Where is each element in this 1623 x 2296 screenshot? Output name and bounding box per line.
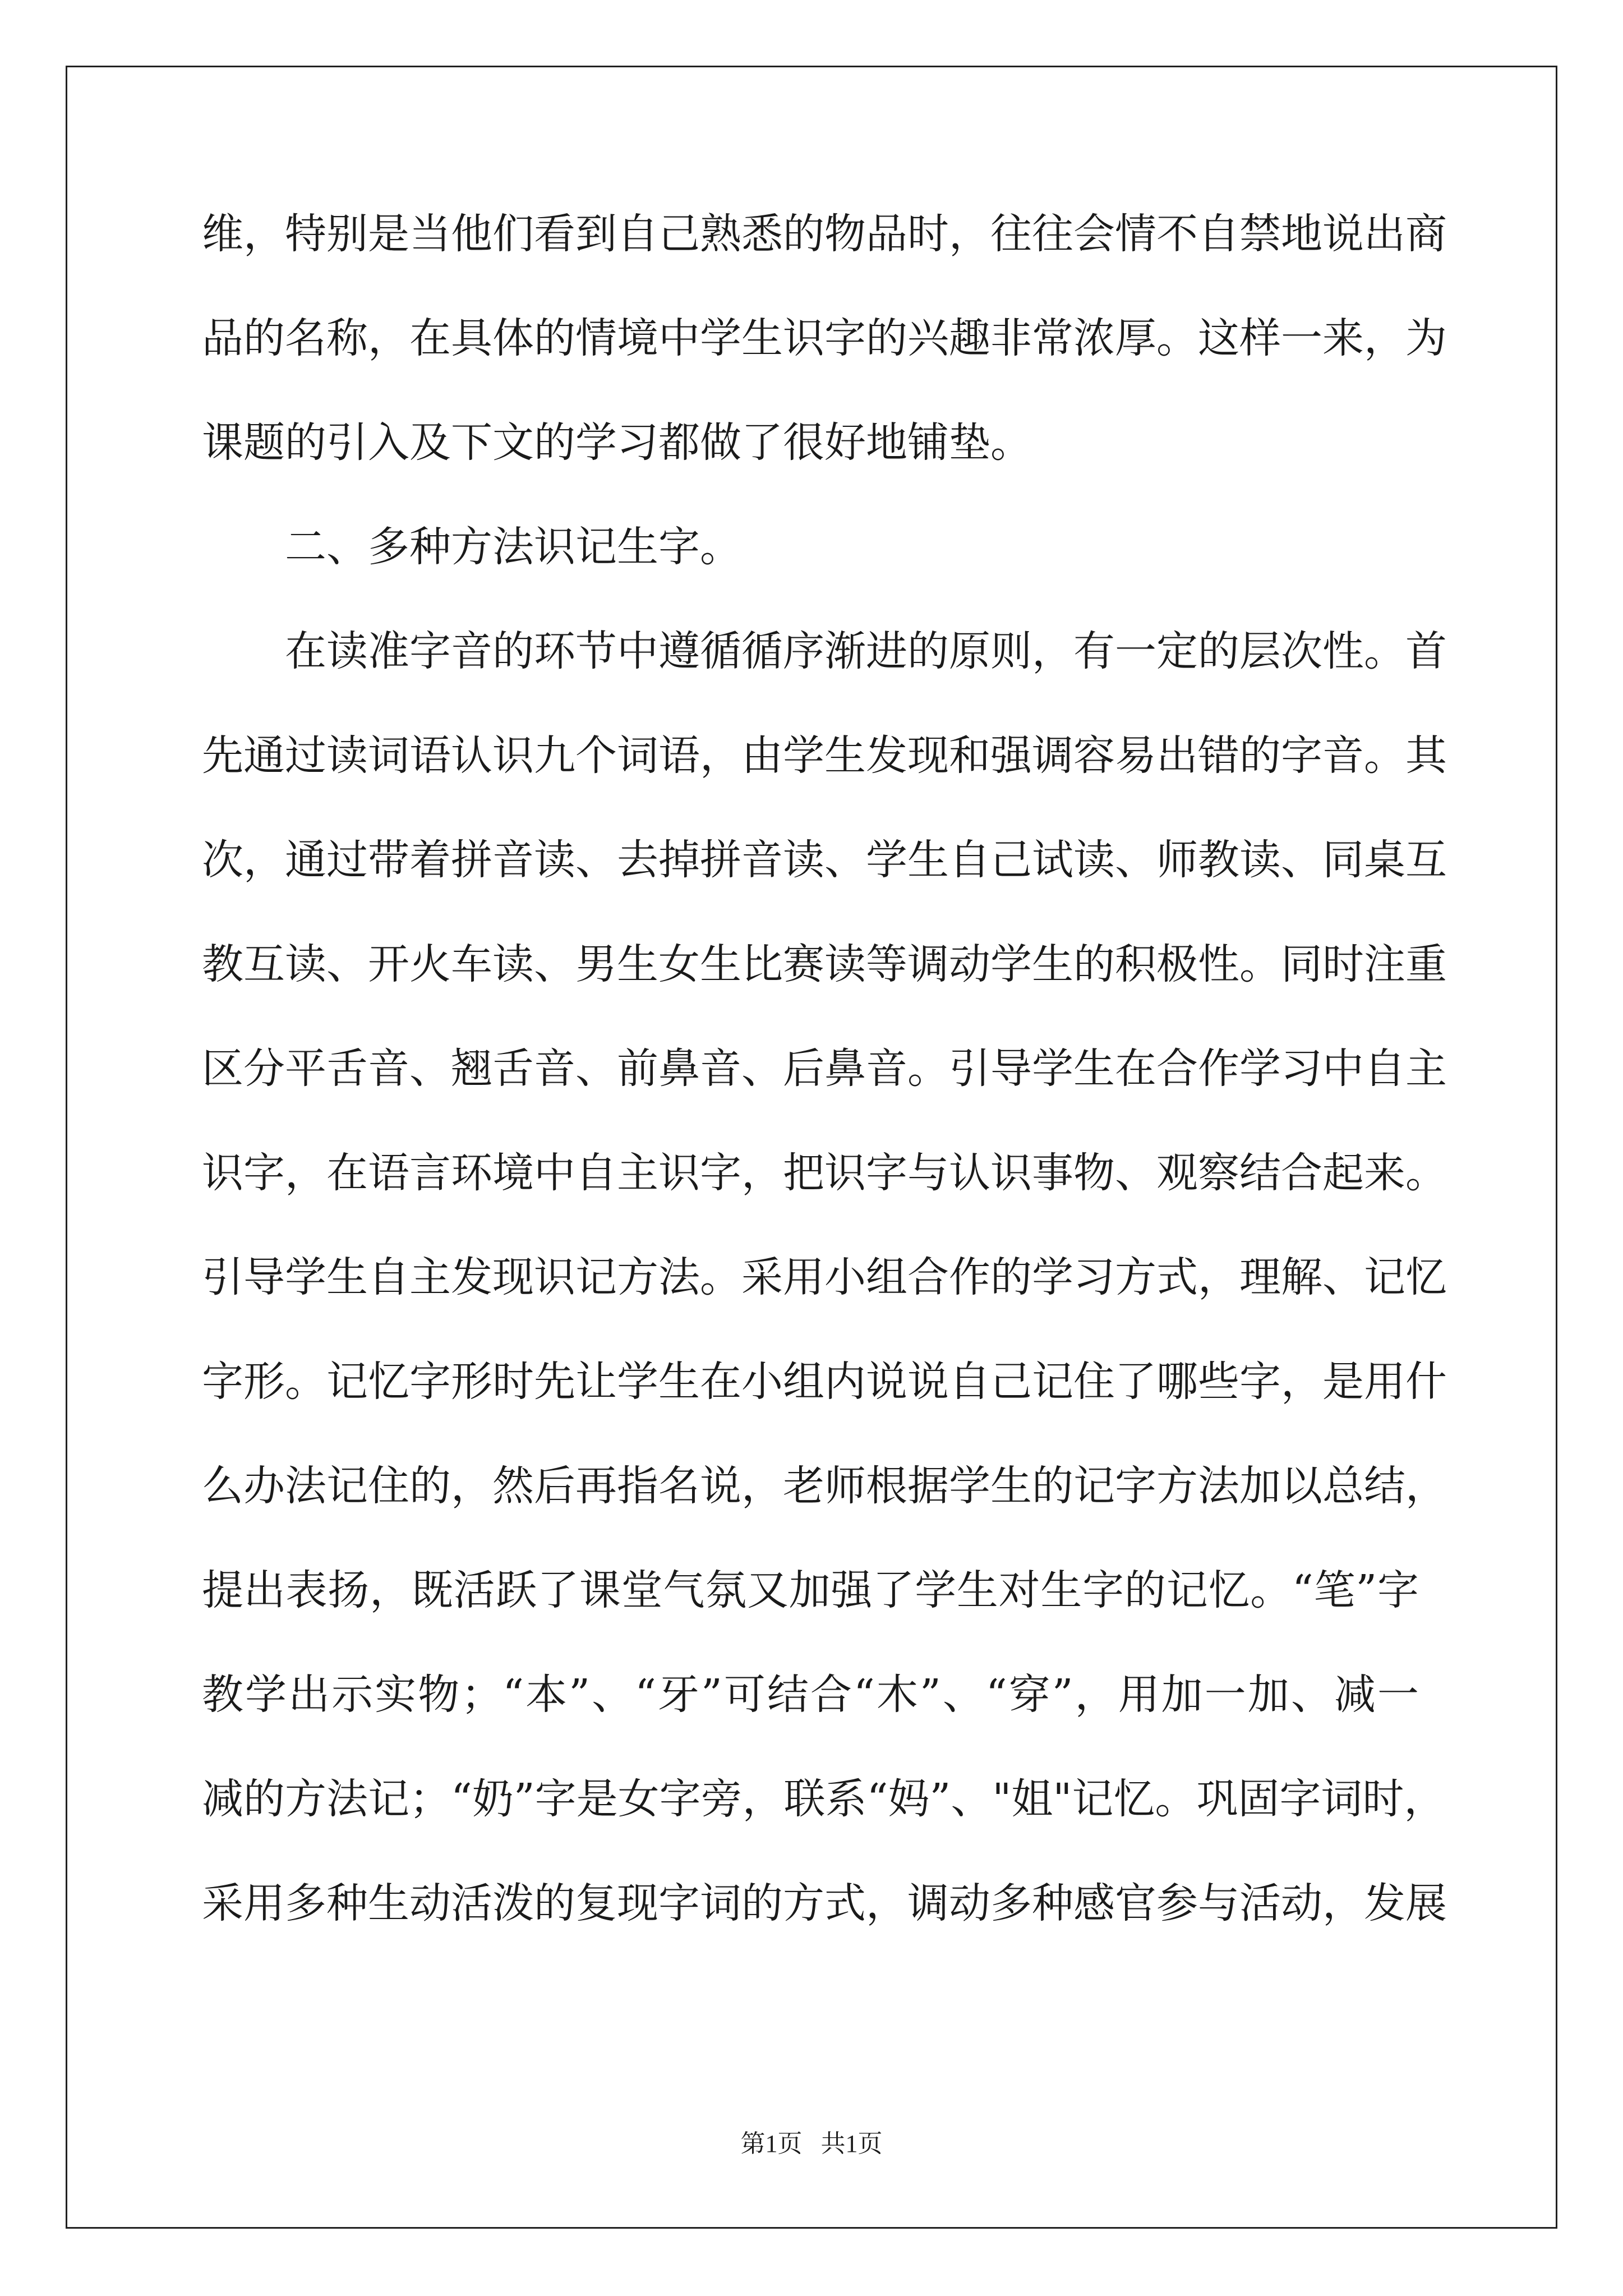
text-line: 减的方法记；“奶”字是女字旁，联系“妈”、"姐"记忆。巩固字词时，: [202, 1775, 1446, 1823]
page-footer: [0, 2123, 1623, 2159]
text-line: 字形。记忆字形时先让学生在小组内说说自己记住了哪些字，是用什: [202, 1358, 1447, 1406]
page-number: 第1页 共1页: [740, 2130, 883, 2157]
text-line: 提出表扬，既活跃了课堂气氛又加强了学生对生字的记忆。“笔”字: [202, 1566, 1419, 1614]
text-line: 教互读、开火车读、男生女生比赛读等调动学生的积极性。同时注重: [202, 940, 1447, 988]
text-line: 引导学生自主发现识记方法。采用小组合作的学习方式，理解、记忆: [202, 1253, 1447, 1301]
text-line: 课题的引入及下文的学习都做了很好地铺垫。: [202, 418, 1032, 467]
text-line: 品的名称，在具体的情境中学生识字的兴趣非常浓厚。这样一来，为: [202, 314, 1447, 362]
text-line: 二、多种方法识记生字。: [285, 523, 741, 571]
text-line: 识字，在语言环境中自主识字，把识字与认识事物、观察结合起来。: [202, 1149, 1447, 1197]
text-line: 维，特别是当他们看到自己熟悉的物品时，往往会情不自禁地说出商: [202, 210, 1447, 258]
text-line: 在读准字音的环节中遵循循序渐进的原则，有一定的层次性。首: [285, 627, 1447, 675]
text-line: 么办法记住的，然后再指名说，老师根据学生的记字方法加以总结，: [202, 1462, 1447, 1510]
text-line: 采用多种生动活泼的复现字词的方式，调动多种感官参与活动，发展: [202, 1879, 1447, 1927]
text-line: 区分平舌音、翘舌音、前鼻音、后鼻音。引导学生在合作学习中自主: [202, 1045, 1447, 1093]
document-body: [202, 210, 1447, 1987]
text-line: 教学出示实物；“本”、“牙”可结合“木”、“穿”，用加一加、减一: [202, 1671, 1419, 1719]
text-line: 次，通过带着拼音读、去掉拼音读、学生自己试读、师教读、同桌互: [202, 836, 1447, 884]
text-line: 先通过读词语认识九个词语，由学生发现和强调容易出错的字音。其: [202, 731, 1447, 780]
